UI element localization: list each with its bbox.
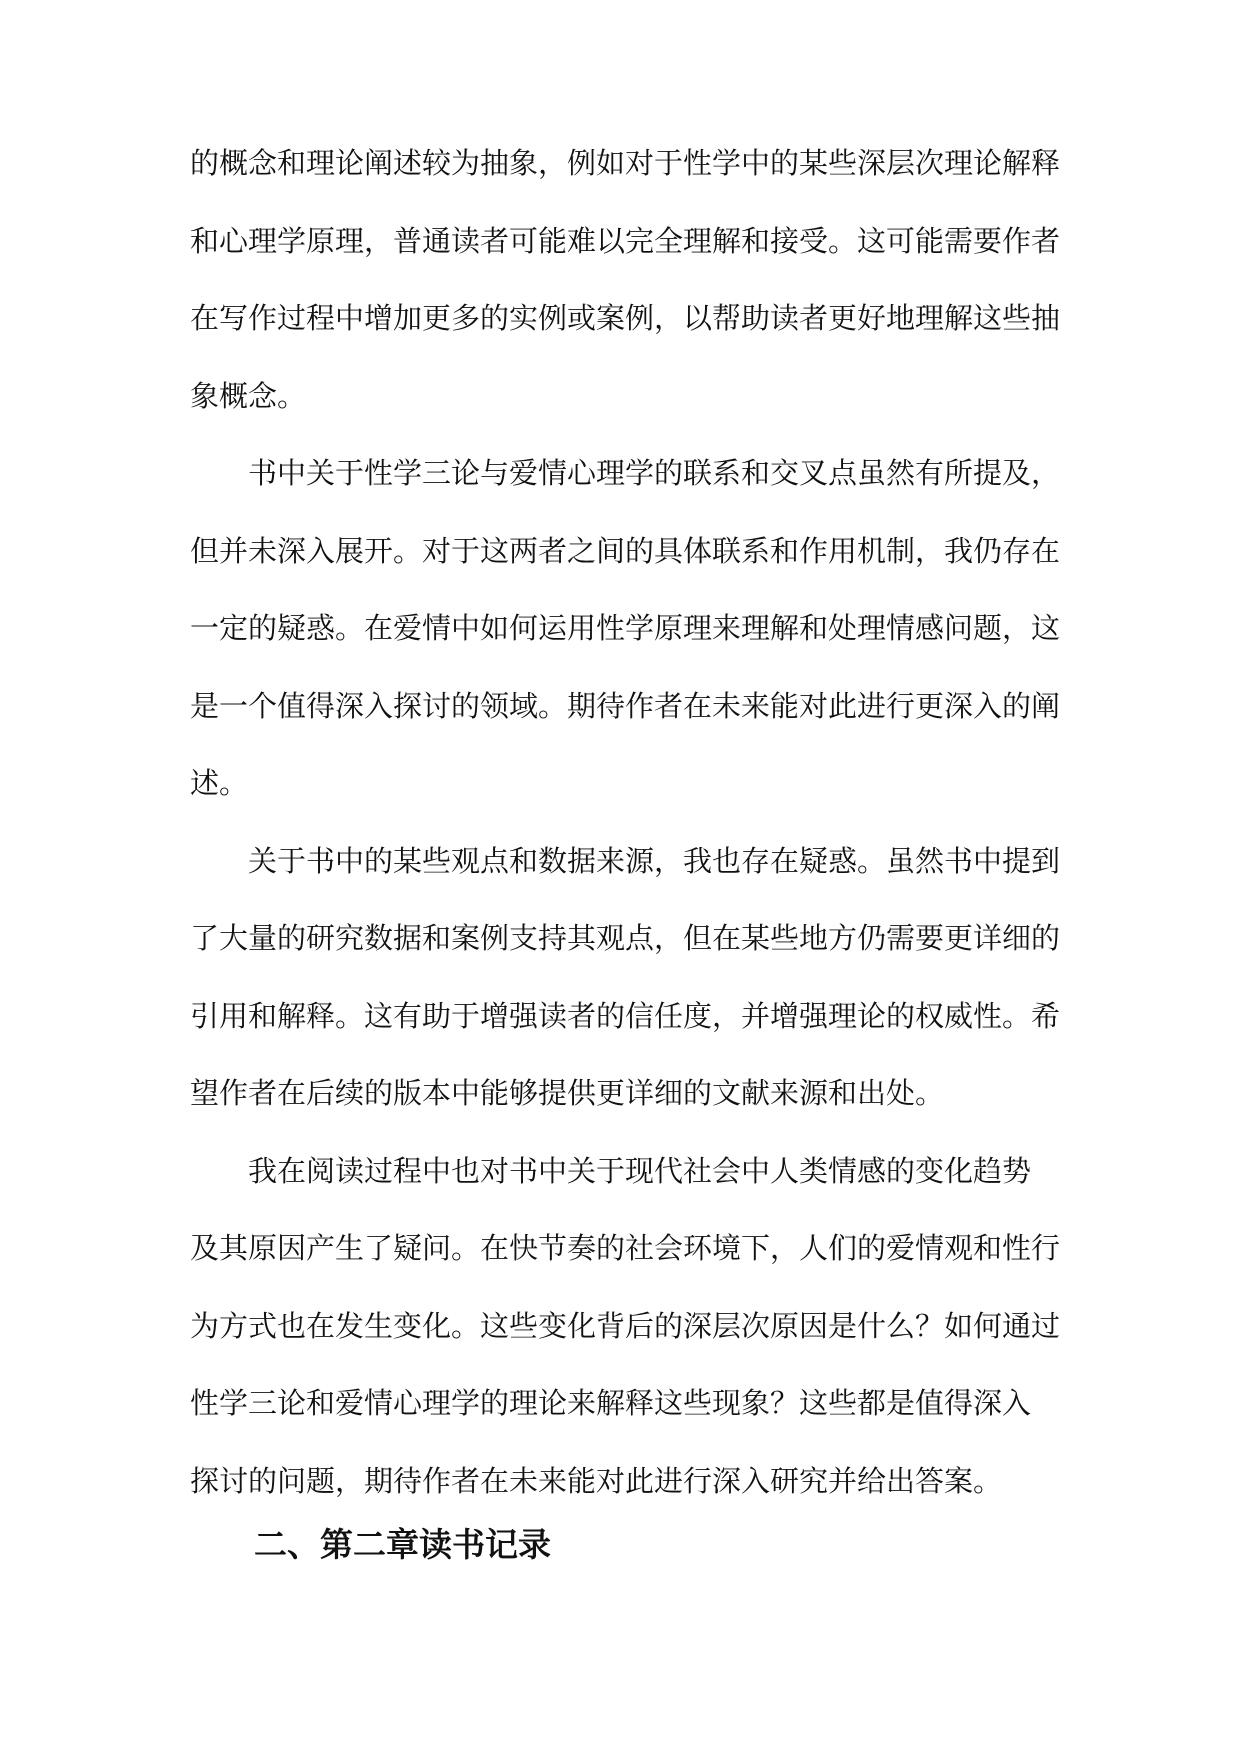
paragraph-4-line-4: 性学三论和爱情心理学的理论来解释这些现象？这些都是值得深入 bbox=[190, 1386, 1032, 1420]
paragraph-1-line-2: 和心理学原理，普通读者可能难以完全理解和接受。这可能需要作者 bbox=[190, 223, 1061, 258]
paragraph-1-line-4: 象概念。 bbox=[190, 378, 307, 413]
paragraph-2-line-5: 述。 bbox=[190, 766, 249, 800]
paragraph-1-line-3: 在写作过程中增加更多的实例或案例，以帮助读者更好地理解这些抽 bbox=[190, 301, 1061, 335]
paragraph-3-line-2: 了大量的研究数据和案例支持其观点，但在某些地方仍需要更详细的 bbox=[190, 921, 1061, 955]
paragraph-4-line-3: 为方式也在发生变化。这些变化背后的深层次原因是什么？如何通过 bbox=[190, 1308, 1061, 1343]
paragraph-2-line-4: 是一个值得深入探讨的领域。期待作者在未来能对此进行更深入的阐 bbox=[190, 688, 1061, 723]
paragraph-2-line-2: 但并未深入展开。对于这两者之间的具体联系和作用机制，我仍存在 bbox=[190, 533, 1061, 568]
paragraph-2-line-3: 一定的疑惑。在爱情中如何运用性学原理来理解和处理情感问题，这 bbox=[190, 611, 1061, 645]
paragraph-1-line-1: 的概念和理论阐述较为抽象，例如对于性学中的某些深层次理论解释 bbox=[190, 146, 1061, 180]
paragraph-3-line-4: 望作者在后续的版本中能够提供更详细的文献来源和出处。 bbox=[190, 1076, 945, 1110]
paragraph-4-line-1: 我在阅读过程中也对书中关于现代社会中人类情感的变化趋势 bbox=[248, 1153, 1032, 1188]
paragraph-4-line-2: 及其原因产生了疑问。在快节奏的社会环境下，人们的爱情观和性行 bbox=[190, 1231, 1061, 1265]
paragraph-2-line-1: 书中关于性学三论与爱情心理学的联系和交叉点虽然有所提及， bbox=[248, 456, 1061, 490]
paragraph-4-line-5: 探讨的问题，期待作者在未来能对此进行深入研究并给出答案。 bbox=[190, 1463, 1003, 1498]
body-text bbox=[190, 143, 1060, 1538]
section-heading: 二、第二章读书记录 bbox=[254, 1525, 551, 1564]
paragraph-3-line-1: 关于书中的某些观点和数据来源，我也存在疑惑。虽然书中提到 bbox=[248, 843, 1061, 878]
paragraph-3-line-3: 引用和解释。这有助于增强读者的信任度，并增强理论的权威性。希 bbox=[190, 998, 1061, 1033]
